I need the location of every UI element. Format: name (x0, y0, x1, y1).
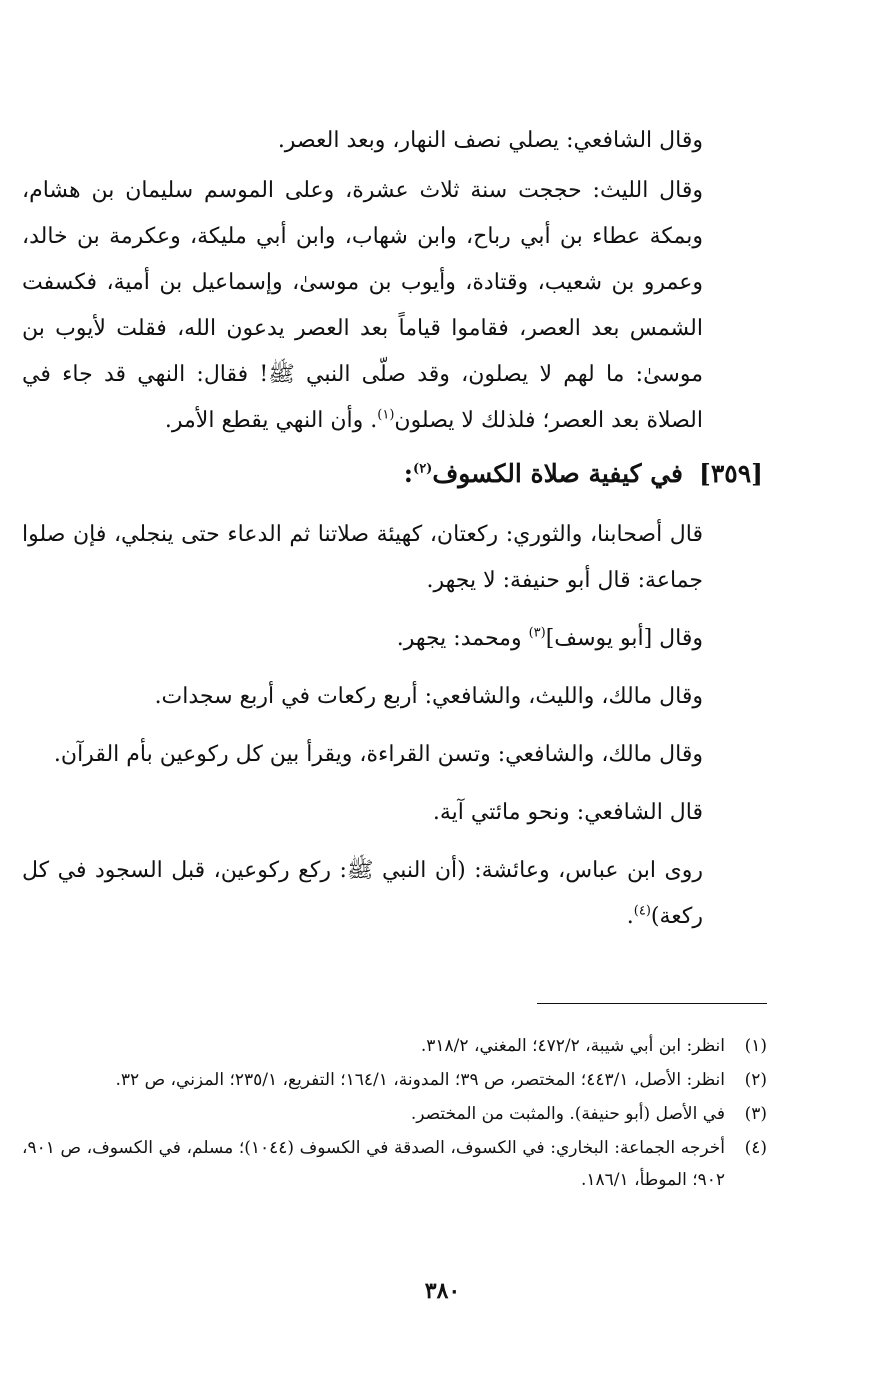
paragraph-malik-recitation: وقال مالك، والشافعي: وتسن القراءة، ويقرأ بين كل ركوعين بأم القرآن. (53, 742, 703, 767)
section-heading (22, 450, 763, 498)
footnote-1 (22, 1030, 767, 1062)
footnote-ref-1[interactable]: (١) (377, 407, 395, 423)
paragraph-layth-text: وقال الليث: حججت سنة ثلاث عشرة، وعلى الموسم سليمان بن هشام، وبمكة عطاء بن أبي رباح، وابن شهاب، وابن أبي مليكة، وعكرمة بن خالد، وعمرو بن شعيب، وقتادة، وأيوب بن موسىٰ، وإسماعيل بن أمية، فكسفت الشمس بعد العصر، فقاموا قياماً بعد العصر يدعون الله، فقلت لأيوب بن موسىٰ: ما لهم لا يصلون، وقد صلّى النبي ﷺ! فقال: النهي قد جاء في الصلاة بعد العصر؛ فلذلك لا يصلون (22, 178, 703, 433)
section-number: [٣٥٩] (699, 459, 763, 488)
footnote-number: (١) (744, 1036, 767, 1056)
paragraph-malik-rakaat: وقال مالك، والليث، والشافعي: أربع ركعات في أربع سجدات. (154, 684, 703, 709)
paragraph-ibn-abbas-tail: . (626, 904, 634, 929)
footnote-ref-4[interactable]: (٤) (633, 903, 651, 919)
footnote-text: انظر: ابن أبي شيبة، ٤٧٢/٢؛ المغني، ٣١٨/٢. (420, 1036, 725, 1056)
footnote-4 (22, 1132, 767, 1196)
paragraph-shafii-noon: وقال الشافعي: يصلي نصف النهار، وبعد العصر. (277, 128, 703, 153)
footnotes (22, 1030, 767, 1198)
footnote-divider (537, 1003, 767, 1004)
footnote-2 (22, 1064, 767, 1096)
footnote-number: (٢) (744, 1070, 767, 1090)
section-title: في كيفية صلاة الكسوف (432, 459, 684, 488)
paragraph-abu-yusuf-head: وقال [أبو يوسف] (545, 626, 703, 651)
footnote-text: أخرجه الجماعة: البخاري: في الكسوف، الصدقة في الكسوف (١٠٤٤)؛ مسلم، في الكسوف، ص ٩٠١، ٩٠٢؛ الموطأ، ١٨٦/١. (22, 1138, 725, 1190)
footnote-number: (٣) (744, 1104, 767, 1124)
footnote-ref-2[interactable]: (٢) (413, 461, 433, 477)
footnote-3 (22, 1098, 767, 1130)
paragraph-abu-yusuf-tail: ومحمد: يجهر. (396, 626, 529, 651)
footnote-text: في الأصل (أبو حنيفة). والمثبت من المختصر. (410, 1104, 725, 1124)
paragraph-layth-tail: . وأن النهي يقطع الأمر. (164, 408, 378, 433)
footnote-text: انظر: الأصل، ٤٤٣/١؛ المختصر، ص ٣٩؛ المدونة، ١٦٤/١؛ التفريع، ٢٣٥/١؛ المزني، ص ٣٢. (115, 1070, 725, 1090)
footnote-number: (٤) (744, 1138, 767, 1158)
paragraph-abu-yusuf (22, 616, 763, 662)
paragraph-ibn-abbas-text: روى ابن عباس، وعائشة: (أن النبي ﷺ: ركع ركوعين، قبل السجود في كل ركعة) (22, 858, 703, 929)
paragraph-shafii-verses: قال الشافعي: ونحو مائتي آية. (432, 800, 703, 825)
paragraph-ibn-abbas (22, 848, 763, 940)
section-colon: : (403, 459, 414, 488)
main-text (22, 118, 763, 940)
footnote-ref-3[interactable]: (٣) (528, 625, 546, 641)
paragraph-companions: قال أصحابنا، والثوري: ركعتان، كهيئة صلاتنا ثم الدعاء حتى ينجلي، فإن صلوا جماعة: قال أبو حنيفة: لا يجهر. (22, 522, 703, 593)
page-number: ٣٨٠ (424, 1278, 461, 1304)
paragraph-layth-account (22, 168, 763, 444)
